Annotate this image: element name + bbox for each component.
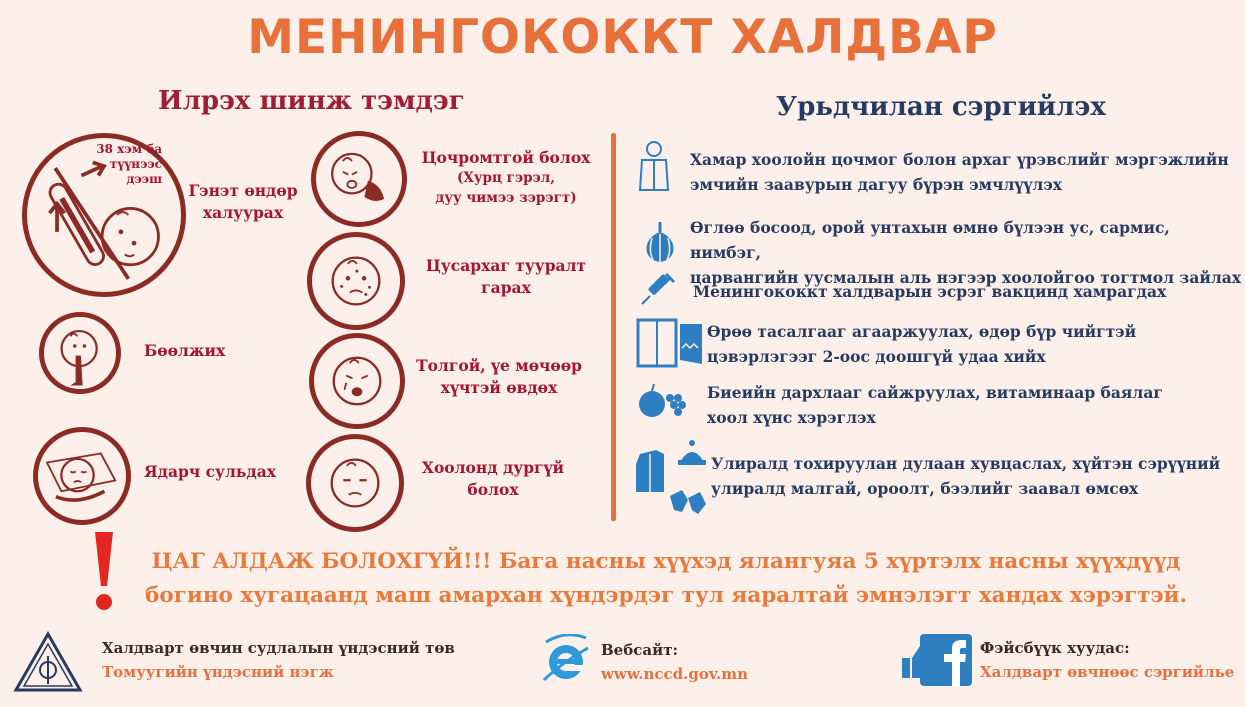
internet-explorer-icon xyxy=(540,634,592,684)
prevention-heading: Урьдчилан сэргийлэх xyxy=(776,92,1106,122)
exclamation-icon xyxy=(92,530,116,616)
irritability-illustration xyxy=(311,131,407,227)
symptom-irritability: Цочромтгой болох (Хурц гэрэл, дуу чимээ зэрэгт) xyxy=(421,148,591,207)
fruit-icon xyxy=(636,380,686,422)
nccd-logo-icon xyxy=(12,630,84,694)
loss-of-appetite-illustration xyxy=(306,434,404,532)
symptom-loss-of-appetite: Хоолонд дургүй болох xyxy=(421,458,565,500)
fatigue-illustration xyxy=(33,427,131,525)
prevention-item-4: Өрөө тасалгааг агааржуулах, өдөр бүр чийгтэй цэвэрлэгээг 2-оос доошгүй удаа хийх xyxy=(707,322,1137,366)
facebook-page-link[interactable]: Халдварт өвчнөөс сэргийлье xyxy=(980,663,1235,681)
organization-info: Халдварт өвчин судлалын үндэсний төв Томуугийн үндэсний нэгж xyxy=(102,639,455,681)
window-icon xyxy=(636,318,706,368)
doctor-icon xyxy=(636,140,672,196)
facebook-like-icon xyxy=(900,632,976,688)
symptom-fatigue: Ядарч сульдах xyxy=(144,462,277,481)
facebook-info: Фэйсбүүк хуудас: Халдварт өвчнөөс сэргийлье xyxy=(980,636,1234,684)
website-link[interactable]: www.nccd.gov.mn xyxy=(601,665,749,683)
prevention-item-2: Өглөө босоод, орой унтахын өмнө бүлээн ус, сармис, нимбэг, царвангийн уусмалын аль нэгээр хоолойгоо тогтмол зайлах xyxy=(690,218,1242,287)
rash-illustration xyxy=(307,232,405,330)
symptom-rash: Цусархаг тууралт гарах xyxy=(425,256,587,298)
symptom-vomiting: Бөөлжих xyxy=(144,341,226,360)
symptoms-heading: Илрэх шинж тэмдэг xyxy=(158,86,465,116)
headache-illustration xyxy=(309,333,405,429)
website-info: Вебсайт: www.nccd.gov.mn xyxy=(601,638,748,686)
prevention-item-3: Менингококкт халдварын эсрэг вакцинд хамрагдах xyxy=(693,282,1167,301)
fever-note: 38 хэм ба түүнээс дээш xyxy=(96,142,162,186)
warning-message: ЦАГ АЛДАЖ БОЛОХГҮЙ!!! Бага насны хүүхэд ялангуяа 5 хүртэлх насны хүүхдүүд богино хугацаанд маш амархан хүндэрдэг тул яаралтай эмнэлэгт хандах хэрэгтэй. xyxy=(145,549,1187,609)
prevention-item-6: Улиралд тохируулан дулаан хувцаслах, хүйтэн сэрүүний улиралд малгай, ороолт, бээлийг заавал өмсөх xyxy=(711,454,1221,498)
symptom-headache: Толгой, үе мөчөөр хүчтэй өвдөх xyxy=(416,356,582,398)
syringe-icon xyxy=(636,270,676,310)
vomiting-illustration xyxy=(39,312,121,394)
page-title: МЕНИНГОКОККТ ХАЛДВАР xyxy=(247,10,998,65)
garlic-icon xyxy=(638,218,682,266)
prevention-item-5: Биеийн дархлааг сайжруулах, витаминаар баялаг хоол хүнс хэрэглэх xyxy=(707,383,1163,427)
symptom-high-fever: Гэнэт өндөр халуурах xyxy=(188,181,298,223)
prevention-item-1: Хамар хоолойн цочмог болон архаг үрэвслийг мэргэжлийн эмчийн заавурын дагуу бүрэн эмчлүүлэх xyxy=(690,150,1229,194)
section-divider xyxy=(611,133,616,521)
winter-clothes-icon xyxy=(630,440,710,518)
